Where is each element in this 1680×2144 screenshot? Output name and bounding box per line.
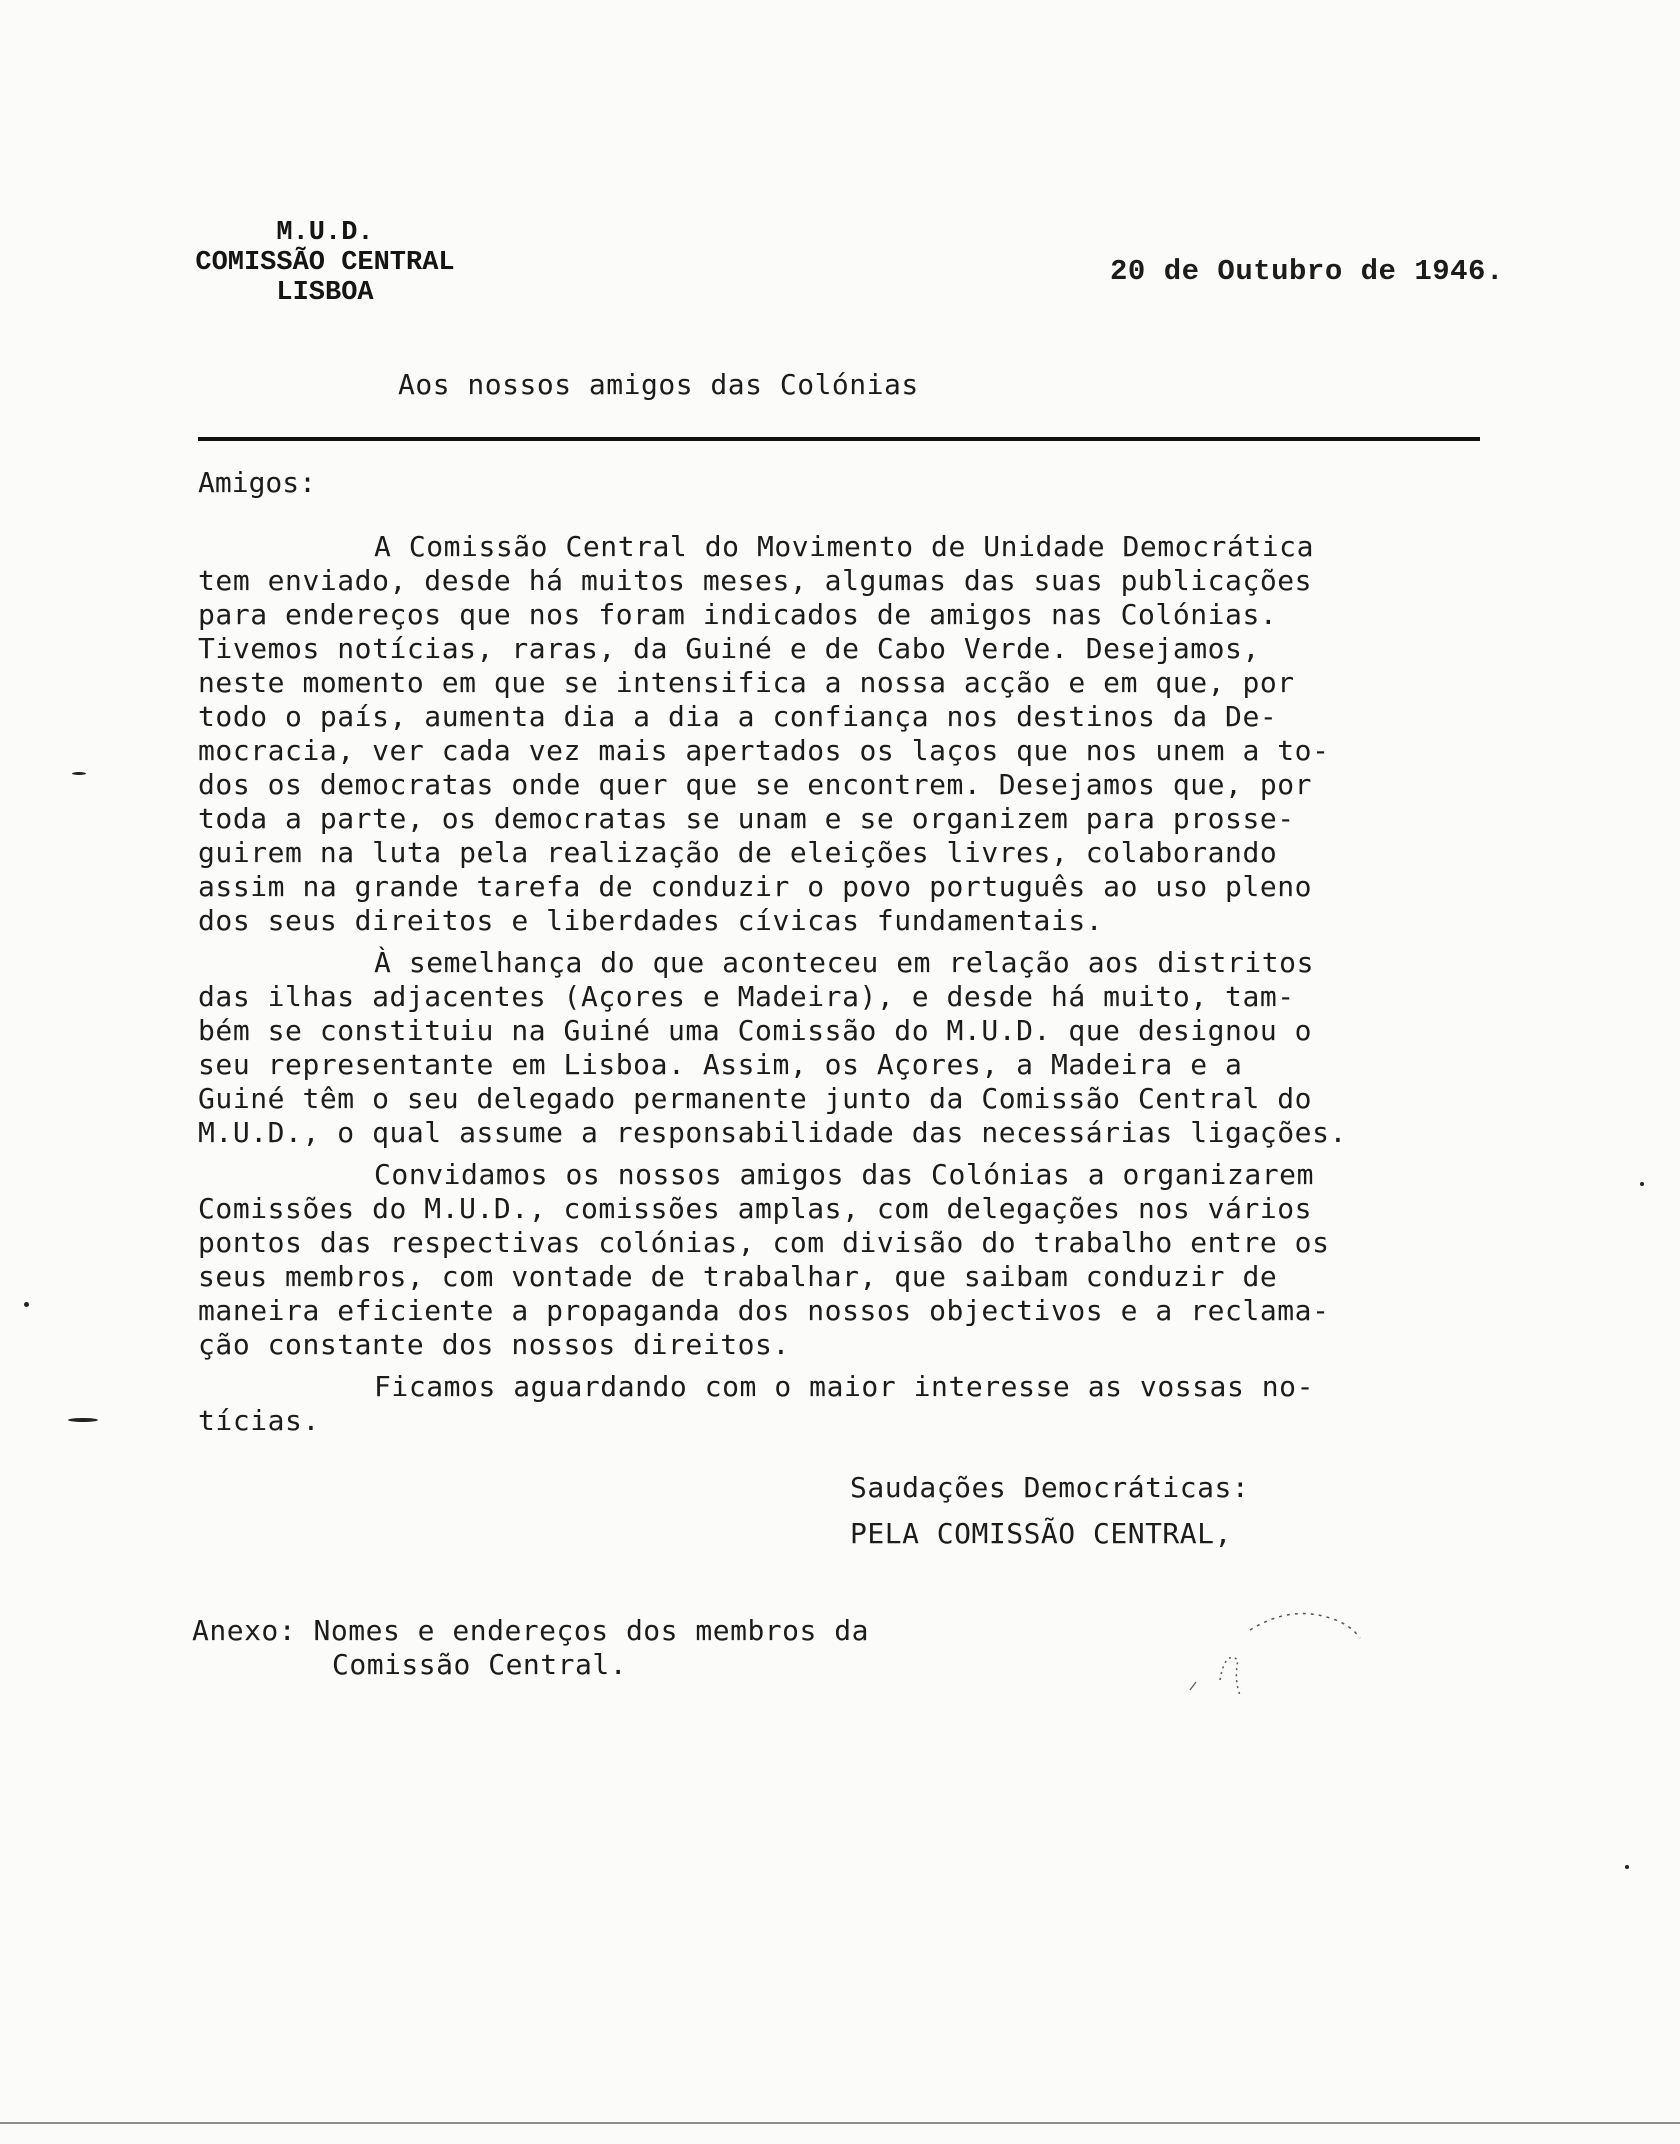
body-line: neste momento em que se intensifica a nossa acção e em que, por bbox=[198, 666, 1295, 699]
body-line: das ilhas adjacentes (Açores e Madeira), e desde há muito, tam- bbox=[198, 980, 1295, 1013]
body-line: Ficamos aguardando com o maior interesse as vossas no- bbox=[374, 1370, 1315, 1403]
annex-note bbox=[192, 1614, 869, 1682]
letterhead-org: M.U.D. bbox=[276, 218, 374, 248]
body-line: M.U.D., o qual assume a responsabilidade das necessárias ligações. bbox=[198, 1116, 1347, 1149]
letterhead-city: LISBOA bbox=[276, 278, 374, 308]
paragraph-1 bbox=[198, 530, 1498, 938]
body-line: tem enviado, desde há muitos meses, algumas das suas publicações bbox=[198, 564, 1313, 597]
paper-speck bbox=[1640, 1182, 1644, 1186]
paragraph-4 bbox=[198, 1370, 1498, 1438]
paper-speck bbox=[68, 1418, 98, 1422]
body-line: Guiné têm o seu delegado permanente junto da Comissão Central do bbox=[198, 1082, 1313, 1115]
annex-text: Nomes e endereços dos membros da bbox=[313, 1614, 869, 1647]
body-line: toda a parte, os democratas se unam e se organizem para prosse- bbox=[198, 802, 1295, 835]
subject-underline bbox=[198, 437, 1480, 441]
body-line: A Comissão Central do Movimento de Unidade Democrática bbox=[374, 530, 1315, 563]
body-line: ção constante dos nossos direitos. bbox=[198, 1328, 790, 1361]
paper-speck bbox=[72, 772, 86, 775]
annex-text-continued: Comissão Central. bbox=[332, 1648, 628, 1681]
body-line: dos seus direitos e liberdades cívicas fundamentais. bbox=[198, 904, 1104, 937]
body-line: seu representante em Lisboa. Assim, os Açores, a Madeira e a bbox=[198, 1048, 1243, 1081]
body-line: Tivemos notícias, raras, da Guiné e de Cabo Verde. Desejamos, bbox=[198, 632, 1260, 665]
body-line: À semelhança do que aconteceu em relação aos distritos bbox=[374, 946, 1315, 979]
letter-date: 20 de Outubro de 1946. bbox=[1110, 255, 1504, 288]
closing-signatory: PELA COMISSÃO CENTRAL, bbox=[850, 1517, 1232, 1550]
closing-block bbox=[850, 1465, 1249, 1557]
paper-speck bbox=[1625, 1865, 1629, 1869]
body-line: para endereços que nos foram indicados de amigos nas Colónias. bbox=[198, 598, 1278, 631]
body-line: pontos das respectivas colónias, com divisão do trabalho entre os bbox=[198, 1226, 1330, 1259]
closing-greeting: Saudações Democráticas: bbox=[850, 1471, 1250, 1504]
letterhead-commission: COMISSÃO CENTRAL bbox=[195, 248, 455, 278]
body-line: bém se constituiu na Guiné uma Comissão do M.U.D. que designou o bbox=[198, 1014, 1313, 1047]
body-line: mocracia, ver cada vez mais apertados os laços que nos unem a to- bbox=[198, 734, 1330, 767]
signature-mark bbox=[1100, 1570, 1400, 1720]
paragraph-2 bbox=[198, 946, 1498, 1150]
letter-subject: Aos nossos amigos das Colónias bbox=[398, 368, 919, 401]
body-line: guirem na luta pela realização de eleições livres, colaborando bbox=[198, 836, 1278, 869]
body-line: maneira eficiente a propaganda dos nossos objectivos e a reclama- bbox=[198, 1294, 1330, 1327]
body-line: dos os democratas onde quer que se encontrem. Desejamos que, por bbox=[198, 768, 1313, 801]
letterhead bbox=[160, 218, 490, 308]
annex-label: Anexo: bbox=[192, 1614, 297, 1647]
letter-body bbox=[198, 530, 1498, 1438]
body-line: Convidamos os nossos amigos das Colónias a organizarem bbox=[374, 1158, 1315, 1191]
body-line: Comissões do M.U.D., comissões amplas, com delegações nos vários bbox=[198, 1192, 1313, 1225]
salutation: Amigos: bbox=[198, 466, 317, 499]
scan-edge-line bbox=[0, 2122, 1680, 2124]
body-line: tícias. bbox=[198, 1404, 320, 1437]
body-line: assim na grande tarefa de conduzir o povo português ao uso pleno bbox=[198, 870, 1313, 903]
body-line: todo o país, aumenta dia a dia a confiança nos destinos da De- bbox=[198, 700, 1278, 733]
paper-speck bbox=[24, 1302, 29, 1307]
paragraph-3 bbox=[198, 1158, 1498, 1362]
body-line: seus membros, com vontade de trabalhar, que saibam conduzir de bbox=[198, 1260, 1278, 1293]
